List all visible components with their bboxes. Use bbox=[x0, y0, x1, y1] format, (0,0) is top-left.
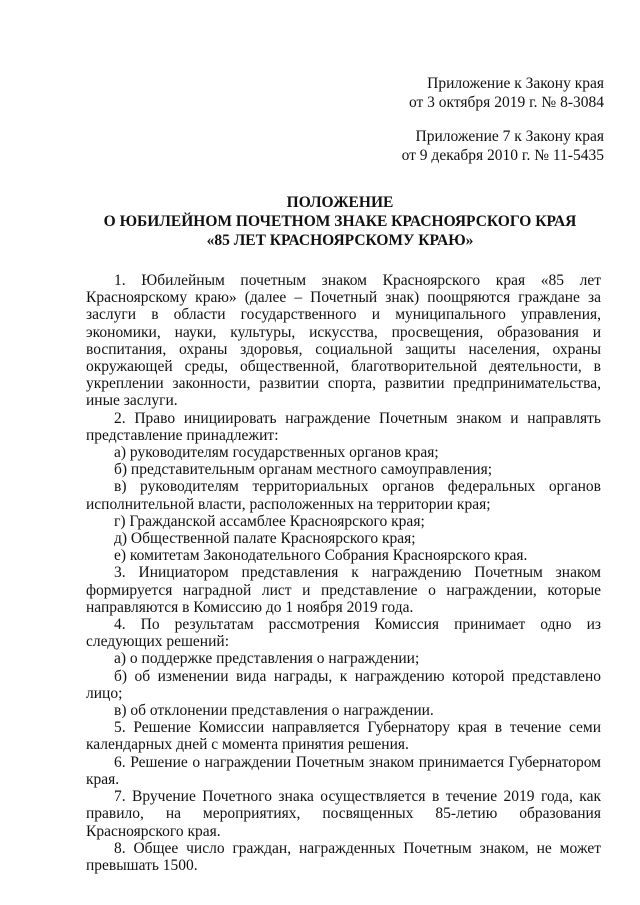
paragraph-4c: в) об отклонении представления о награждении. bbox=[114, 702, 434, 720]
paragraph-7: 7. Вручение Почетного знака осуществляется в течение 2019 года, как правило, на мероприятиях, посвященных 85-летию образования Красноярского края. bbox=[86, 788, 601, 840]
title-line: О ЮБИЛЕЙНОМ ПОЧЕТНОМ ЗНАКЕ КРАСНОЯРСКОГО КРАЯ bbox=[103, 213, 577, 230]
annex-line: Приложение 7 к Закону края bbox=[415, 128, 604, 145]
paragraph-5: 5. Решение Комиссии направляется Губернатору края в течение семи календарных дней с момента принятия решения. bbox=[86, 719, 601, 754]
annex-line: от 9 декабря 2010 г. № 11-5435 bbox=[401, 147, 604, 164]
annex-header-base-law bbox=[402, 127, 604, 165]
title-line: ПОЛОЖЕНИЕ bbox=[286, 194, 394, 211]
paragraph-8: 8. Общее число граждан, награжденных Почетным знаком, не может превышать 1500. bbox=[86, 839, 601, 874]
paragraph-4a: а) о поддержке представления о награждении; bbox=[114, 650, 420, 668]
paragraph-3: 3. Инициатором представления к награждению Почетным знаком формируется наградной лист и представление о награждении, которые направляются в Комиссию до 1 ноября 2019 года. bbox=[86, 564, 601, 616]
paragraph-2c: в) руководителям территориальных органов федеральных органов исполнительной власти, расположенных на территории края; bbox=[86, 478, 601, 513]
annex-header-current-law bbox=[409, 74, 604, 112]
paragraph-4: 4. По результатам рассмотрения Комиссия принимает одно из следующих решений: bbox=[86, 616, 601, 651]
paragraph-2b: б) представительным органам местного самоуправления; bbox=[114, 461, 493, 479]
paragraph-1: 1. Юбилейным почетным знаком Красноярского края «85 лет Красноярскому краю» (далее – Почетный знак) поощряются граждане за заслуги в области государственного и муниципального управления, экономики, науки, культуры, искусства, просвещения, образования и воспитания, охраны здоровья, социальной защиты населения, охраны окружающей среды, общественной, благотворительной деятельности, в укреплении законности, развитии спорта, развитии предпринимательства, иные заслуги. bbox=[86, 272, 601, 410]
document-body bbox=[86, 272, 601, 874]
paragraph-2: 2. Право инициировать награждение Почетным знаком и направлять представление принадлежит: bbox=[86, 409, 601, 444]
annex-line: от 3 октября 2019 г. № 8-3084 bbox=[408, 94, 604, 111]
paragraph-2a: а) руководителям государственных органов края; bbox=[114, 444, 439, 462]
paragraph-2e: д) Общественной палате Красноярского края; bbox=[114, 530, 416, 548]
paragraph-2d: г) Гражданской ассамблее Красноярского края; bbox=[114, 512, 425, 530]
paragraph-2f: е) комитетам Законодательного Собрания Красноярского края. bbox=[114, 547, 528, 565]
annex-line: Приложение к Закону края bbox=[427, 75, 604, 92]
paragraph-6: 6. Решение о награждении Почетным знаком принимается Губернатором края. bbox=[86, 753, 601, 788]
document-title bbox=[60, 193, 620, 250]
paragraph-4b: б) об изменении вида награды, к награждению которой представлено лицо; bbox=[86, 667, 601, 702]
title-line: «85 ЛЕТ КРАСНОЯРСКОМУ КРАЮ» bbox=[206, 232, 474, 249]
